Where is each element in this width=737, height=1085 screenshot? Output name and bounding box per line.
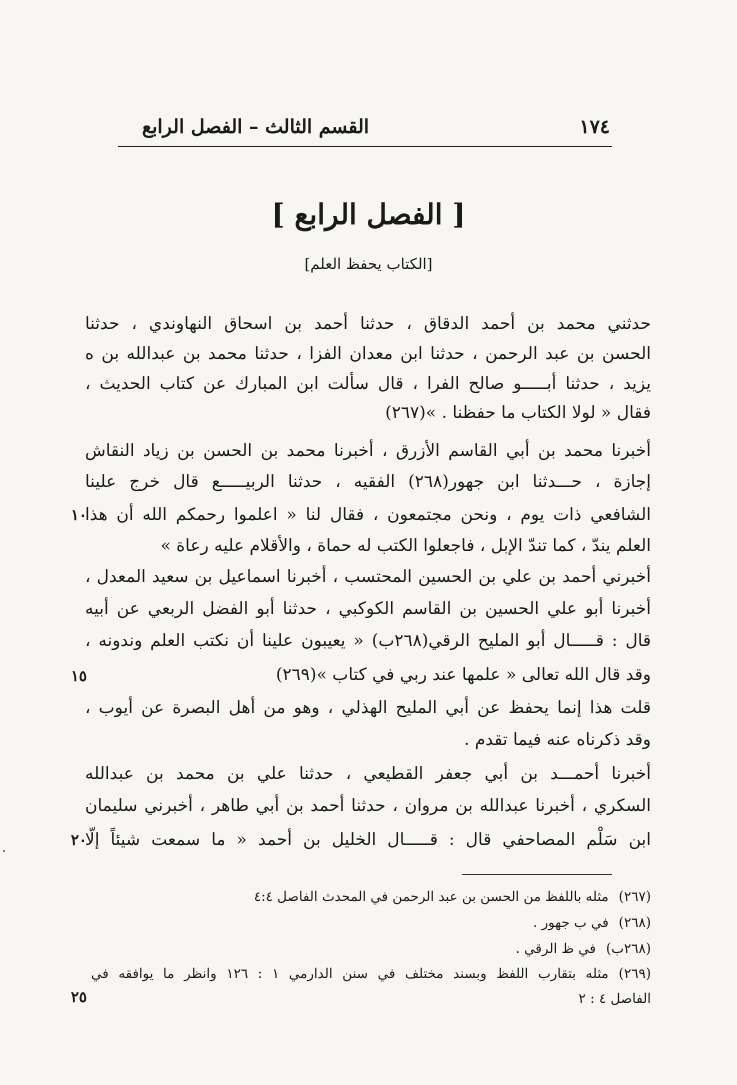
body-line: وقد قال الله تعالى « علمها عند ربي في كتاب »(٢٦٩)	[275, 665, 651, 685]
footnote	[91, 940, 651, 958]
body-line: الحسن بن عبد الرحمن ، حدثنا ابن معدان الفزا ، حدثنا محمد بن عبدالله بن ه	[85, 344, 651, 364]
footnote	[91, 914, 651, 932]
footnote-rule	[462, 874, 612, 875]
body-line: أخبرنا محمد بن أبي القاسم الأزرق ، أخبرنا محمد بن الحسن بن زياد النقاش	[85, 441, 651, 461]
body-line: قلت هذا إنما يحفظ عن أبي المليح الهذلي ، وهو من أهل البصرة عن أيوب ،	[85, 698, 651, 718]
margin-line-number: ١٠	[70, 506, 87, 524]
body-line: أخبرنا أحمـــد بن أبي جعفر القطيعي ، حدثنا علي بن محمد بن عبدالله	[85, 764, 651, 784]
footnote-number: (٢٦٨)	[618, 915, 651, 931]
body-line: العلم يندّ ، كما تندّ الإبل ، فاجعلوا الكتب له حماة ، والأقلام عليه رعاة »	[160, 536, 651, 556]
chapter-title: [ الفصل الرابع ]	[271, 198, 466, 231]
footnote-text: مثله بتقارب اللفظ وبسند مختلف في سنن الدارمي ١ : ١٢٦ وانظر ما يوافقه في	[91, 966, 609, 982]
footnote-text: في ظ الرقي .	[515, 941, 596, 957]
running-header	[120, 116, 610, 144]
page-edge-speck	[3, 850, 5, 852]
footnote-number: (٢٦٨ب)	[605, 941, 651, 957]
body-line: ابن سَلْم المصاحفي قال : قـــــال الخليل بن أحمد « ما سمعت شيئاً إلّا	[85, 830, 651, 850]
body-line: السكري ، أخبرنا عبدالله بن مروان ، حدثنا أحمد بن أبي طاهر ، أخبرني سليمان	[85, 796, 651, 816]
body-line: فقال « لولا الكتاب ما حفظنا . »(٢٦٧)	[385, 403, 651, 423]
chapter-subtitle: [الكتاب يحفظ العلم]	[304, 255, 433, 273]
margin-line-number: ٢٥	[70, 988, 87, 1006]
body-line: قال : قـــــال أبو المليح الرقي(٢٦٨ب) « يعيبون علينا أن نكتب العلم وندونه ،	[85, 631, 651, 651]
footnote-text: الفاصل ٤ : ٢	[578, 991, 651, 1007]
margin-line-number: ٢٠	[70, 831, 87, 849]
footnote-text: في ب جهور .	[533, 915, 609, 931]
body-line: إجازة ، حـــدثنا ابن جهور(٢٦٨) الفقيه ، حدثنا الربيـــــع قال خرج علينا	[85, 472, 651, 492]
body-line: أخبرنا أبو علي الحسين بن القاسم الكوكبي ، حدثنا أبو الفضل الربعي عن أبيه	[85, 599, 651, 619]
body-line: الشافعي ذات يوم ، ونحن مجتمعون ، فقال لنا « اعلموا رحمكم الله أن هذا	[85, 505, 651, 525]
footnote	[91, 888, 651, 906]
footnote-continuation	[91, 990, 651, 1008]
body-line: أخبرني أحمد بن علي بن الحسين المحتسب ، أخبرنا اسماعيل بن سعيد المعدل ،	[85, 567, 651, 587]
footnote-number: (٢٦٩)	[618, 966, 651, 982]
footnote-text: مثله باللفظ من الحسن بن عبد الرحمن في المحدث الفاصل ٤:٤	[253, 889, 609, 905]
footnote	[91, 965, 651, 983]
body-line: يزيد ، حدثنا أبـــــو صالح الفرا ، قال سألت ابن المبارك عن كتاب الحديث ،	[85, 374, 651, 394]
page-number: ١٧٤	[579, 116, 610, 138]
body-line: حدثني محمد بن أحمد الدقاق ، حدثنا أحمد بن اسحاق النهاوندي ، حدثنا	[85, 314, 651, 334]
body-line: وقد ذكرناه عنه فيما تقدم .	[464, 730, 651, 750]
margin-line-number: ١٥	[70, 667, 87, 685]
footnote-number: (٢٦٧)	[618, 889, 651, 905]
running-title: القسم الثالث – الفصل الرابع	[142, 116, 370, 138]
header-rule	[118, 146, 612, 147]
